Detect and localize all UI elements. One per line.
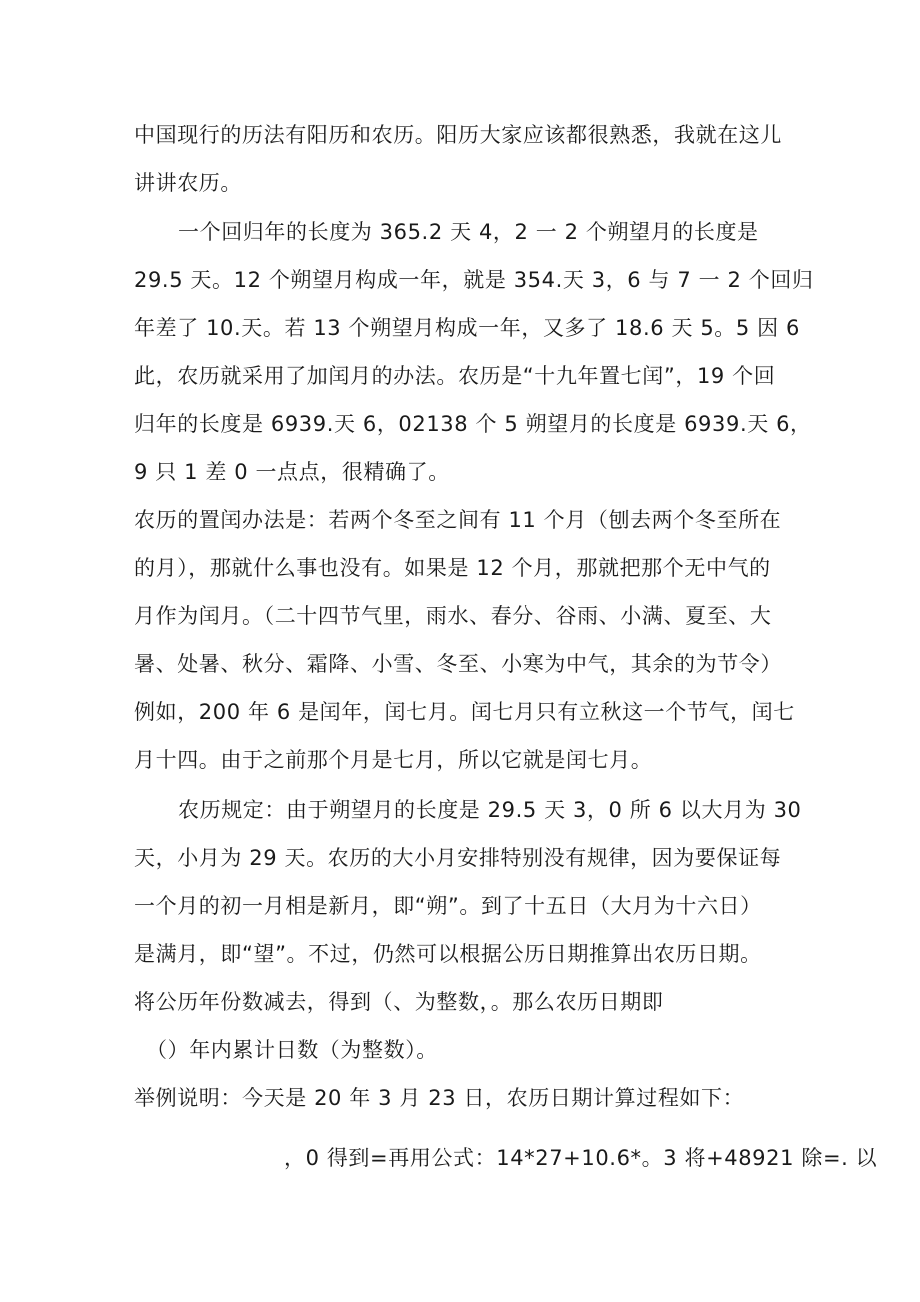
text-line: 天，小月为 29 天。农历的大小月安排特别没有规律，因为要保证每 [134,846,782,870]
text-line: 中国现行的历法有阳历和农历。阳历大家应该都很熟悉，我就在这儿 [134,123,782,147]
text-line: 将公历年份数减去，得到（、为整数，。那么农历日期即 [134,990,664,1014]
text-line: 例如，200 年 6 是闰年，闰七月。闰七月只有立秋这一个节气，闰七 [134,700,795,724]
text-line: 一个月的初一月相是新月，即“朔”。到了十五日（大月为十六日） [134,894,762,918]
text-line: ，0 得到=再用公式：14*27+10.6*。3 将+48921 除=. 以 [284,1146,878,1170]
text-line: 归年的长度是 6939.天 6，02138 个 5 朔望月的长度是 6939.天 6， [134,412,812,436]
text-line: 的月），那就什么事也没有。如果是 12 个月，那就把那个无中气的 [134,556,771,580]
text-line: 暑、处暑、秋分、霜降、小雪、冬至、小寒为中气，其余的为节令） [134,652,782,676]
text-line: 月作为闰月。（二十四节气里，雨水、春分、谷雨、小满、夏至、大 [134,604,772,628]
text-line: 29.5 天。12 个朔望月构成一年，就是 354.天 3，6 与 7 一 2 个回归 [134,268,814,292]
text-line: 一个回归年的长度为 365.2 天 4，2 一 2 个朔望月的长度是 [178,220,759,244]
text-line: 月十四。由于之前那个月是七月，所以它就是闰七月。 [134,748,653,772]
text-line: 9 只 1 差 0 一点点，很精确了。 [134,460,450,484]
text-line: 农历规定：由于朔望月的长度是 29.5 天 3，0 所 6 以大月为 30 [178,798,802,822]
text-line: （）年内累计日数（为整数）。 [146,1038,438,1062]
text-line: 此，农历就采用了加闰月的办法。农历是“十九年置七闰”，19 个回 [134,364,776,388]
text-line: 讲讲农历。 [134,171,242,195]
text-line: 举例说明：今天是 20 年 3 月 23 日，农历日期计算过程如下： [134,1086,745,1110]
text-line: 年差了 10.天。若 13 个朔望月构成一年，又多了 18.6 天 5。5 因 6 [134,316,800,340]
text-line: 是满月，即“望”。不过，仍然可以根据公历日期推算出农历日期。 [134,942,762,966]
text-line: 农历的置闰办法是：若两个冬至之间有 11 个月（刨去两个冬至所在 [134,508,782,532]
